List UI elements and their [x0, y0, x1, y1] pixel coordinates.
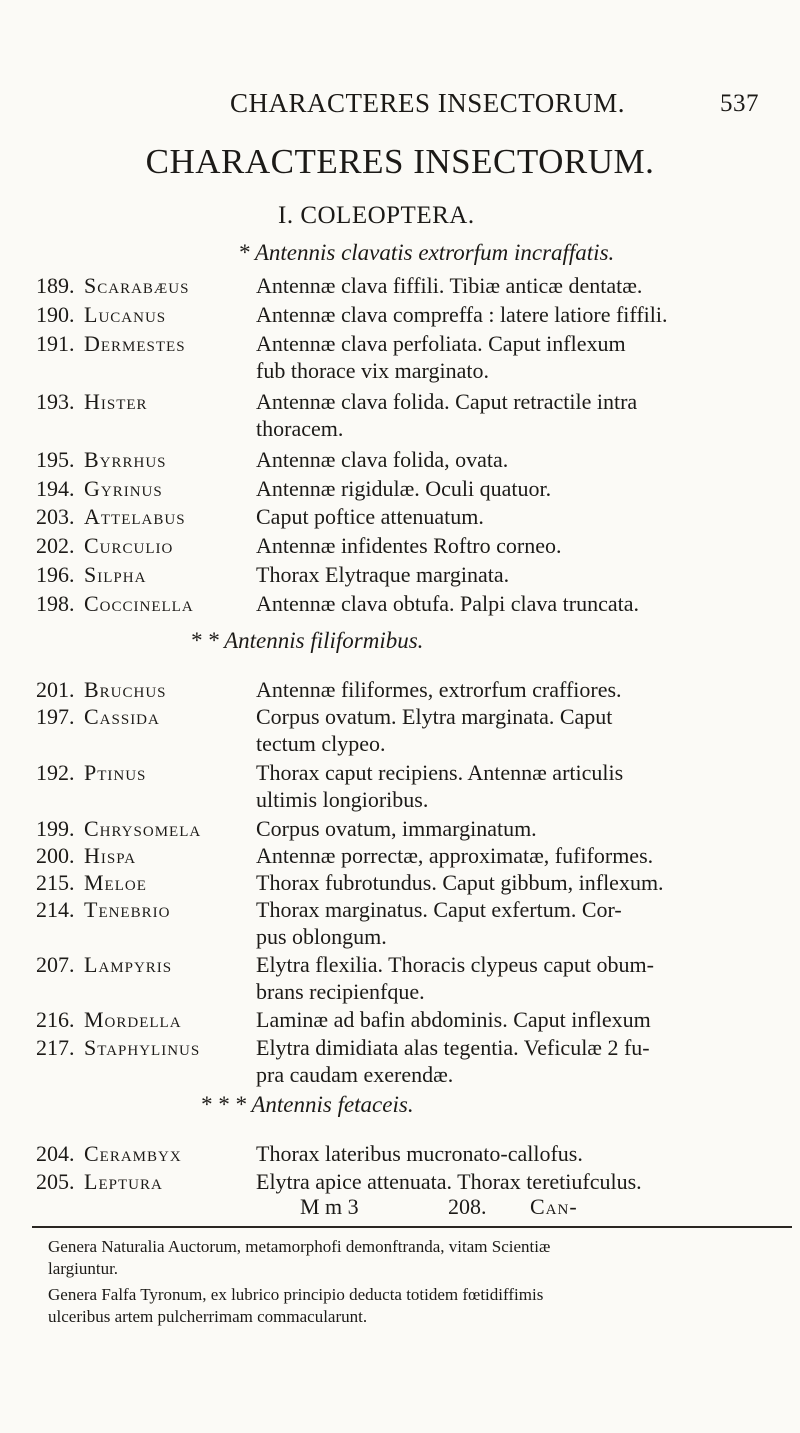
genus-name: Cerambyx: [84, 1141, 182, 1166]
running-title: CHARACTERES INSECTORUM.: [230, 88, 626, 118]
genus-name: Dermestes: [84, 331, 186, 356]
catch-number: 208.: [448, 1194, 487, 1219]
genus-character: Antennæ clava perfoliata. Caput inflexum fub thorace vix marginato.: [256, 331, 626, 383]
entry-number: 214.: [36, 897, 75, 922]
footnote-divider: [32, 1226, 792, 1228]
genus-name: Byrrhus: [84, 447, 167, 472]
entry-number: 201.: [36, 677, 75, 702]
footnote: Genera Naturalia Auctorum, metamorphofi demonftranda, vitam Scientiæ largiuntur.: [48, 1237, 551, 1278]
entry-number: 190.: [36, 302, 75, 327]
genus-character: Antennæ clava folida, ovata.: [256, 447, 509, 472]
genus-character: Thorax lateribus mucronato-callofus.: [256, 1141, 583, 1166]
signature-mark: M m 3: [300, 1194, 359, 1219]
genus-character: Antennæ rigidulæ. Oculi quatuor.: [256, 476, 552, 501]
running-header: [230, 88, 800, 119]
entry-number: 198.: [36, 591, 75, 616]
section-heading: * * * Antennis fetaceis.: [200, 1092, 414, 1117]
genus-name: Bruchus: [84, 677, 167, 702]
genus-character: Antennæ porrectæ, approximatæ, fufiformes.: [256, 843, 654, 868]
entry-number: 199.: [36, 816, 75, 841]
entry-number: 207.: [36, 952, 75, 977]
genus-character: Caput poftice attenuatum.: [256, 504, 484, 529]
genus-name: Mordella: [84, 1007, 182, 1032]
genus-name: Lucanus: [84, 302, 167, 327]
entry-number: 205.: [36, 1169, 75, 1194]
genus-character: Antennæ filiformes, extrorfum craffiores.: [256, 677, 622, 702]
section-heading: * Antennis clavatis extrorfum incraffatis.: [238, 240, 615, 265]
genus-character: Thorax fubrotundus. Caput gibbum, inflexum.: [256, 870, 664, 895]
genus-name: Scarabæus: [84, 273, 190, 298]
entry-number: 192.: [36, 760, 75, 785]
entry-number: 204.: [36, 1141, 75, 1166]
genus-name: Hister: [84, 389, 148, 414]
genus-character: Antennæ clava folida. Caput retractile intra thoracem.: [256, 389, 638, 441]
entry-number: 202.: [36, 533, 75, 558]
genus-name: Staphylinus: [84, 1035, 201, 1060]
genus-name: Chrysomela: [84, 816, 202, 841]
entry-number: 197.: [36, 704, 75, 729]
genus-name: Lampyris: [84, 952, 173, 977]
genus-name: Leptura: [84, 1169, 163, 1194]
genus-name: Gyrinus: [84, 476, 163, 501]
genus-name: Hispa: [84, 843, 137, 868]
genus-name: Tenebrio: [84, 897, 171, 922]
entry-number: 217.: [36, 1035, 75, 1060]
genus-name: Silpha: [84, 562, 147, 587]
entry-number: 203.: [36, 504, 75, 529]
genus-name: Ptinus: [84, 760, 147, 785]
genus-character: Laminæ ad bafin abdominis. Caput inflexum: [256, 1007, 651, 1032]
genus-character: Antennæ clava compreffa : latere latiore fiffili.: [256, 302, 668, 327]
genus-character: Corpus ovatum, immarginatum.: [256, 816, 537, 841]
entry-number: 189.: [36, 273, 75, 298]
page-number: 537: [720, 90, 759, 117]
order-heading: I. COLEOPTERA.: [278, 202, 475, 229]
entry-number: 195.: [36, 447, 75, 472]
genus-character: Antennæ infidentes Roftro corneo.: [256, 533, 562, 558]
genus-character: Thorax Elytraque marginata.: [256, 562, 510, 587]
genus-name: Coccinella: [84, 591, 194, 616]
entry-number: 215.: [36, 870, 75, 895]
catchword: Can-: [530, 1194, 578, 1219]
entry-number: 196.: [36, 562, 75, 587]
genus-character: Antennæ clava obtufa. Palpi clava truncata.: [256, 591, 640, 616]
entry-number: 194.: [36, 476, 75, 501]
genus-character: Thorax marginatus. Caput exfertum. Cor- pus oblongum.: [256, 897, 622, 949]
genus-character: Thorax caput recipiens. Antennæ articulis ultimis longioribus.: [256, 760, 624, 812]
genus-character: Elytra dimidiata alas tegentia. Veficulæ 2 fu- pra caudam exerendæ.: [256, 1035, 650, 1087]
page-title: CHARACTERES INSECTORUM.: [145, 142, 655, 181]
entry-number: 193.: [36, 389, 75, 414]
genus-character: Elytra flexilia. Thoracis clypeus caput obum- brans recipienfque.: [256, 952, 654, 1004]
genus-character: Antennæ clava fiffili. Tibiæ anticæ dentatæ.: [256, 273, 643, 298]
genus-character: Corpus ovatum. Elytra marginata. Caput tectum clypeo.: [256, 704, 613, 756]
genus-name: Attelabus: [84, 504, 186, 529]
genus-name: Cassida: [84, 704, 160, 729]
genus-character: Elytra apice attenuata. Thorax teretiufculus.: [256, 1169, 642, 1194]
footnote: Genera Falfa Tyronum, ex lubrico principio deducta totidem fœtidiffimis ulceribus artem pulcherrimam commacularunt.: [48, 1285, 544, 1326]
genus-name: Meloe: [84, 870, 147, 895]
entry-number: 216.: [36, 1007, 75, 1032]
genus-name: Curculio: [84, 533, 174, 558]
section-heading: * * Antennis filiformibus.: [190, 628, 424, 653]
entry-number: 200.: [36, 843, 75, 868]
entry-number: 191.: [36, 331, 75, 356]
